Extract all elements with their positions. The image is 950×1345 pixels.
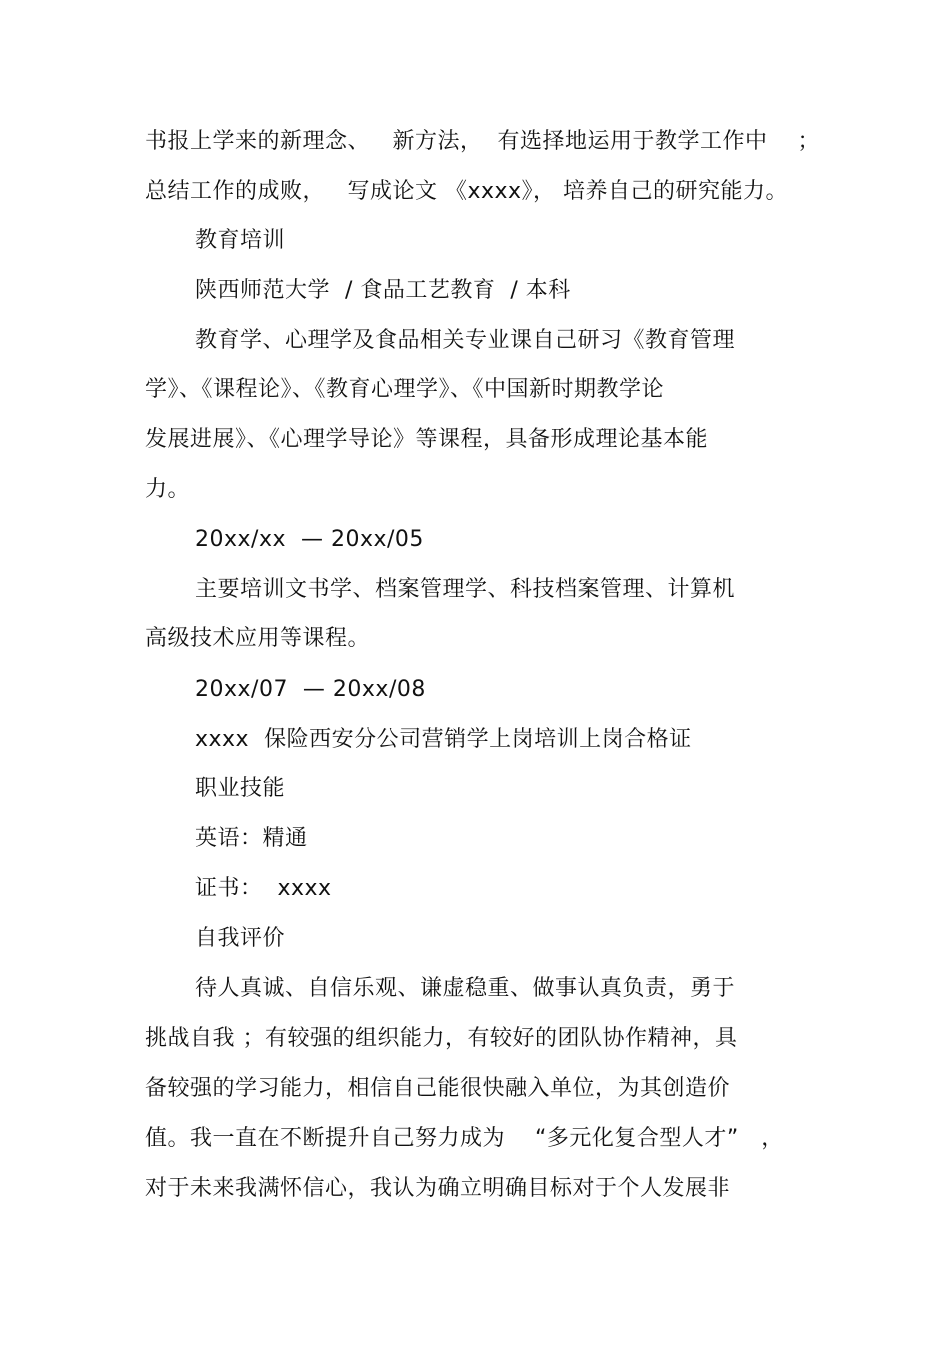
paragraph-line: 对于未来我满怀信心，我认为确立明确目标对于个人发展非 [145, 1176, 731, 1201]
section-heading-self-evaluation: 自我评价 [195, 926, 286, 951]
education-entry: 陕西师范大学 / 食品工艺教育 / 本科 [195, 278, 571, 303]
paragraph-line: 发展进展》、《心理学导论》等课程，具备形成理论基本能 [145, 427, 709, 452]
paragraph-line: 值。我一直在不断提升自己努力成为 “多元化复合型人才” ， [145, 1126, 784, 1151]
paragraph-line: 学》、《课程论》、《教育心理学》、《中国新时期教学论 [145, 377, 665, 402]
paragraph-line: 待人真诚、自信乐观、谦虚稳重、做事认真负责，勇于 [195, 976, 736, 1001]
training-entry: xxxx 保险西安分公司营销学上岗培训上岗合格证 [195, 727, 692, 752]
date-range: 20xx/xx — 20xx/05 [195, 527, 424, 552]
paragraph-line: 力。 [145, 477, 191, 502]
paragraph-line: 挑战自我 ；有较强的组织能力，有较好的团队协作精神，具 [145, 1026, 738, 1051]
paragraph-line: 总结工作的成败， 写成论文 《xxxx》， 培养自己的研究能力。 [145, 179, 789, 204]
date-range: 20xx/07 — 20xx/08 [195, 677, 426, 702]
paragraph-line: 高级技术应用等课程。 [145, 626, 371, 651]
paragraph-line: 备较强的学习能力，相信自己能很快融入单位，为其创造价 [145, 1076, 731, 1101]
paragraph-line: 书报上学来的新理念、 新方法， 有选择地运用于教学工作中 ； [145, 129, 820, 154]
paragraph-line: 教育学、心理学及食品相关专业课自己研习《教育管理 [195, 328, 736, 353]
paragraph-line: 主要培训文书学、档案管理学、科技档案管理、计算机 [195, 577, 736, 602]
section-heading-education: 教育培训 [195, 228, 286, 253]
skill-english: 英语：精通 [195, 826, 308, 851]
section-heading-skills: 职业技能 [195, 776, 286, 801]
skill-certificate: 证书： xxxx [195, 876, 332, 901]
